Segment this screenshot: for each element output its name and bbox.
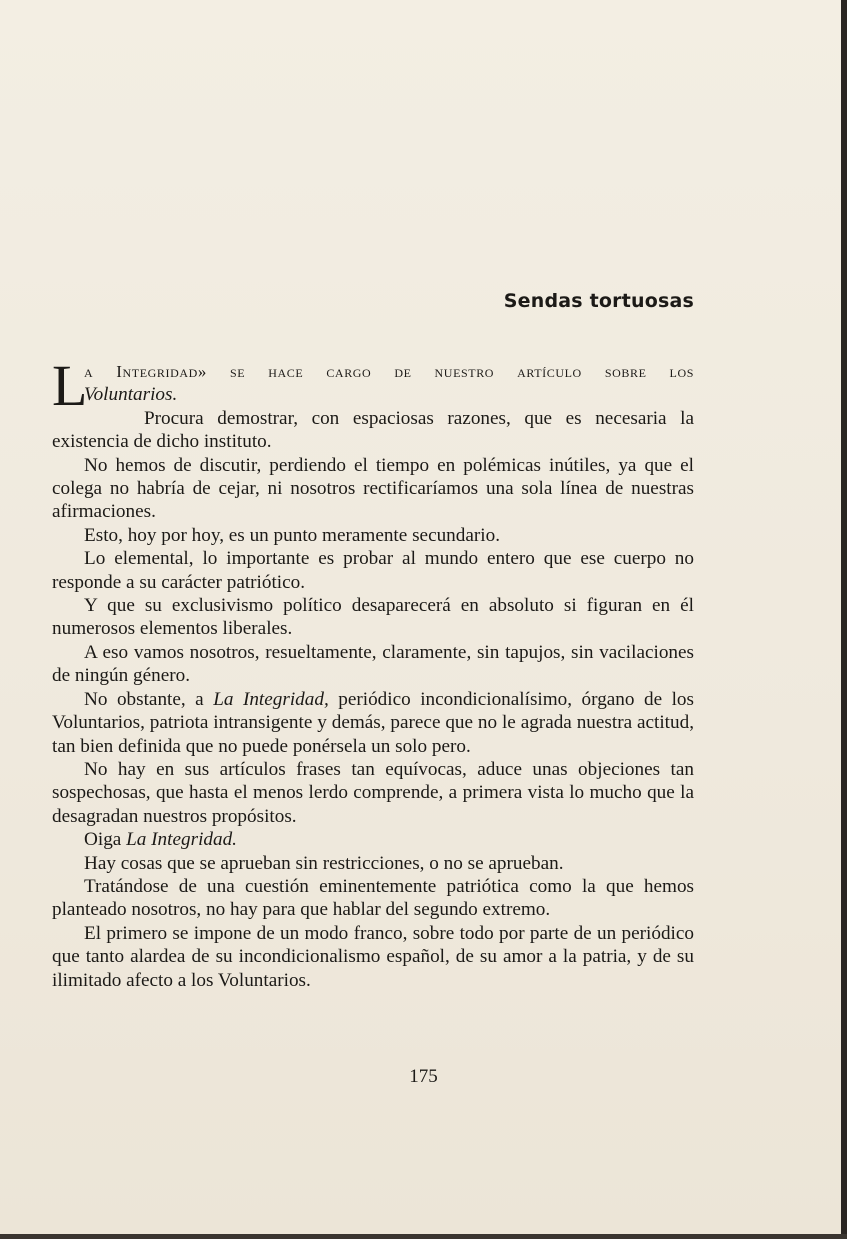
- paragraph: A eso vamos nosotros, resueltamente, claramente, sin tapujos, sin vacilaciones de ningún género.: [52, 641, 694, 687]
- paragraph-text: Oiga: [84, 829, 127, 851]
- paragraph: Lo elemental, lo importante es probar al mundo entero que ese cuerpo no responde a su carácter patriótico.: [52, 548, 694, 593]
- article-title: Sendas tortuosas: [503, 290, 694, 312]
- paragraph: El primero se impone de un modo franco, sobre todo por parte de un periódico que tanto alardea de su incondicionalismo español, de su amor a la patria, y de su ilimitado afecto a los Voluntarios.: [52, 922, 694, 991]
- page-number: 175: [409, 1066, 438, 1087]
- page-edge-shadow: [841, 0, 847, 1239]
- paragraph: Hay cosas que se aprueban sin restricciones, o no se aprueban.: [84, 852, 564, 874]
- paragraph: No hemos de discutir, perdiendo el tiempo en polémicas inútiles, ya que el colega no habría de cejar, ni nosotros rectificaríamos una sola línea de nuestras afirmaciones.: [52, 454, 694, 523]
- paragraph: No hay en sus artículos frases tan equívocas, aduce unas objeciones tan sospechosas, que hasta el menos lerdo comprende, a primera vista lo mucho que la desagradan nuestros propósitos.: [52, 758, 694, 827]
- opening-paragraph: [52, 353, 694, 418]
- paragraph: Y que su exclusivismo político desaparecerá en absoluto si figuran en él numerosos elementos liberales.: [52, 595, 694, 640]
- paragraph-oiga: [52, 828, 694, 851]
- paragraph-text: periódico incondicionalísimo, órgano de los Voluntarios, patriota intransigente y demás, parece que no le agrada nuestra actitud, tan bien definida que no puede ponérsela un solo pero.: [52, 688, 694, 757]
- drop-cap: L: [52, 353, 88, 418]
- newspaper-name: La Integridad,: [213, 688, 329, 710]
- paragraph: Procura demostrar, con espaciosas razones, que es necesaria la existencia de dicho instituto.: [52, 407, 694, 453]
- paragraph: Esto, hoy por hoy, es un punto meramente secundario.: [84, 524, 500, 546]
- article-body: [52, 353, 694, 992]
- paragraph-integridad: [52, 688, 694, 758]
- opening-small-caps: a Integridad» se hace cargo de nuestro artículo sobre los: [84, 362, 694, 381]
- page-bottom-edge: [0, 1234, 847, 1239]
- paragraph-text: No obstante, a: [84, 688, 214, 710]
- opening-italic: Voluntarios.: [84, 384, 178, 406]
- paragraph: Tratándose de una cuestión eminentemente patriótica como la que hemos planteado nosotros, no hay para que hablar del segundo extremo.: [52, 875, 694, 921]
- newspaper-name: La Integridad.: [126, 829, 237, 851]
